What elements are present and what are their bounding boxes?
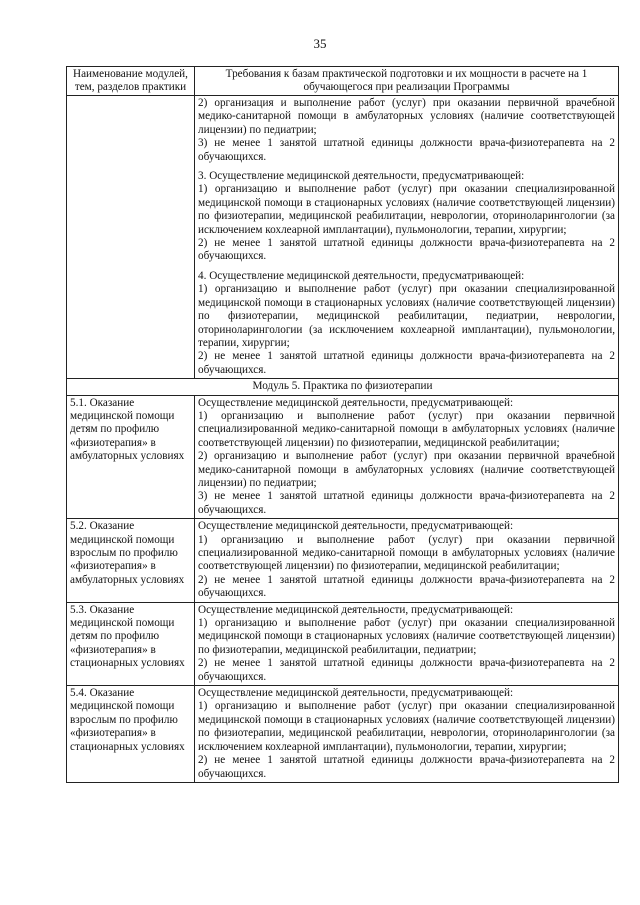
requirement-line: 3) не менее 1 занятой штатной единицы должности врача-физиотерапевта на 2 обучающихся. bbox=[198, 490, 615, 516]
requirement-line: 1) организацию и выполнение работ (услуг) при оказании специализированной медицинской помощи в стационарных условиях (наличие соответствующей лицензии) по физиотерапии, медицинской реабилитации, неврологии, оториноларингологии (за исключением кохлеарной имплантации), пульмонологии, терапии, хирургии; bbox=[198, 183, 615, 236]
row-requirements-cell bbox=[195, 602, 619, 685]
table-header-row bbox=[67, 67, 619, 96]
requirements-table bbox=[66, 66, 619, 783]
requirement-line: 2) не менее 1 занятой штатной единицы должности врача-физиотерапевта на 2 обучающихся. bbox=[198, 350, 615, 376]
requirement-line: 1) организацию и выполнение работ (услуг) при оказании специализированной медицинской помощи в стационарных условиях (наличие соответствующей лицензии) по физиотерапии, медицинской реабилитации, педиатрии; bbox=[198, 617, 615, 656]
requirement-line: 2) организация и выполнение работ (услуг) при оказании первичной врачебной медико-санитарной помощи в амбулаторных условиях (наличие соответствующей лицензии) по педиатрии; bbox=[198, 97, 615, 136]
page-number: 35 bbox=[313, 36, 327, 51]
table-row bbox=[67, 519, 619, 602]
requirement-line: 2) не менее 1 занятой штатной единицы должности врача-физиотерапевта на 2 обучающихся. bbox=[198, 754, 615, 780]
row-requirements-cell bbox=[195, 686, 619, 783]
table-row-continuation bbox=[67, 96, 619, 379]
row-name-cell: 5.2. Оказание медицинской помощи взрослым по профилю «физиотерапия» в амбулаторных условиях bbox=[67, 519, 195, 602]
requirement-line: Осуществление медицинской деятельности, предусматривающей: bbox=[198, 687, 514, 700]
requirement-line: 2) не менее 1 занятой штатной единицы должности врача-физиотерапевта на 2 обучающихся. bbox=[198, 573, 615, 600]
requirement-line: 3) не менее 1 занятой штатной единицы должности врача-физиотерапевта на 2 обучающихся. bbox=[198, 137, 615, 163]
requirement-line: 2) не менее 1 занятой штатной единицы должности врача-физиотерапевта на 2 обучающихся. bbox=[198, 237, 615, 263]
table-row bbox=[67, 602, 619, 685]
requirements-block bbox=[198, 270, 615, 377]
requirement-line: 2) организацию и выполнение работ (услуг) при оказании первичной врачебной медико-санитарной помощи в амбулаторных условиях (наличие соответствующей лицензии) по педиатрии; bbox=[198, 450, 615, 489]
row-name-cell: 5.3. Оказание медицинской помощи детям по профилю «физиотерапия» в стационарных условиях bbox=[67, 602, 195, 685]
requirement-line: Осуществление медицинской деятельности, предусматривающей: bbox=[198, 520, 514, 533]
table-row bbox=[67, 395, 619, 519]
header-col-requirements: Требования к базам практической подготовки и их мощности в расчете на 1 обучающегося при реализации Программы bbox=[195, 67, 619, 96]
module-title-row bbox=[67, 379, 619, 395]
continuation-requirements-cell bbox=[195, 96, 619, 379]
requirement-line: 2) не менее 1 занятой штатной единицы должности врача-физиотерапевта на 2 обучающихся. bbox=[198, 657, 615, 683]
module-title: Модуль 5. Практика по физиотерапии bbox=[67, 379, 619, 395]
requirements-block bbox=[198, 97, 615, 164]
requirement-line: 4. Осуществление медицинской деятельности, предусматривающей: bbox=[198, 269, 525, 282]
requirement-line: Осуществление медицинской деятельности, предусматривающей: bbox=[198, 603, 514, 616]
continuation-name-cell bbox=[67, 96, 195, 379]
row-name-cell: 5.4. Оказание медицинской помощи взрослым по профилю «физиотерапия» в стационарных условиях bbox=[67, 686, 195, 783]
row-requirements-cell bbox=[195, 519, 619, 602]
requirement-line: 3. Осуществление медицинской деятельности, предусматривающей: bbox=[198, 170, 525, 183]
requirement-line: 1) организацию и выполнение работ (услуг) при оказании специализированной медицинской помощи в стационарных условиях (наличие соответствующей лицензии) по физиотерапии, медицинской реабилитации, неврологии, оториноларингологии (за исключением кохлеарной имплантации), пульмонологии, терапии, хирургии; bbox=[198, 700, 615, 753]
header-col-modules: Наименование модулей, тем, разделов практики bbox=[67, 67, 195, 96]
requirement-line: 1) организацию и выполнение работ (услуг) при оказании первичной специализированной медико-санитарной помощи в амбулаторных условиях (наличие соответствующей лицензии) по физиотерапии, медицинской реабилитации; bbox=[198, 409, 615, 449]
requirement-line: 1) организацию и выполнение работ (услуг) при оказании специализированной медицинской помощи в стационарных условиях (наличие соответствующей лицензии) по физиотерапии, медицинской реабилитации, педиатрии, неврологии, оториноларингологии (за исключением кохлеарной имплантации), пульмонологии, терапии, хирургии; bbox=[198, 283, 615, 349]
requirement-line: Осуществление медицинской деятельности, предусматривающей: bbox=[198, 396, 514, 409]
row-name-cell: 5.1. Оказание медицинской помощи детям по профилю «физиотерапия» в амбулаторных условиях bbox=[67, 395, 195, 519]
requirements-block bbox=[198, 170, 615, 264]
requirement-line: 1) организацию и выполнение работ (услуг) при оказании первичной специализированной медико-санитарной помощи в амбулаторных условиях (наличие соответствующей лицензии) по физиотерапии, медицинской реабилитации; bbox=[198, 533, 615, 573]
row-requirements-cell bbox=[195, 395, 619, 519]
table-row bbox=[67, 686, 619, 783]
